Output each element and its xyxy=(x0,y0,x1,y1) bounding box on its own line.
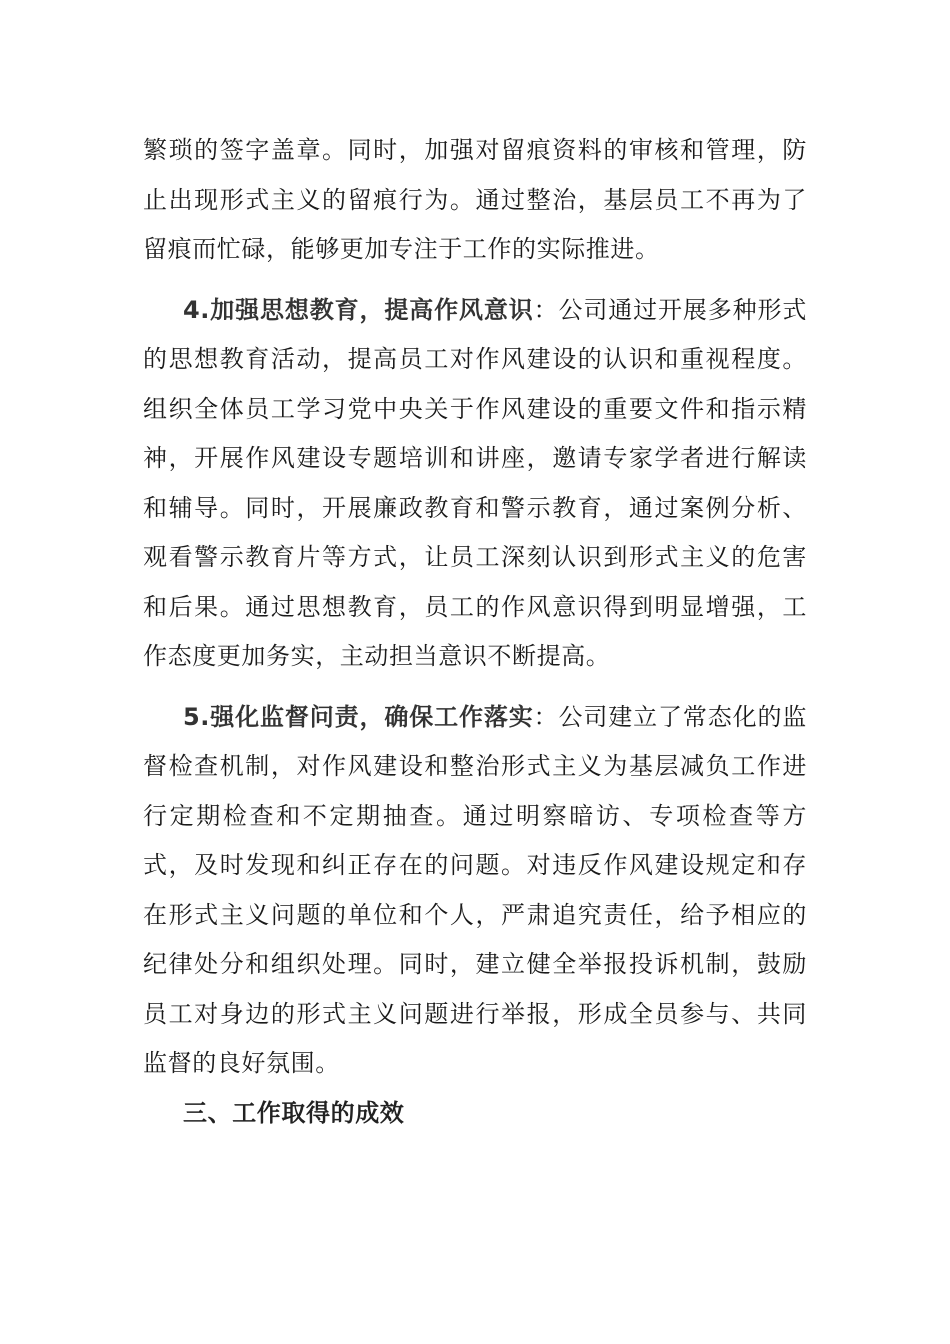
item-5-paragraph xyxy=(143,693,807,1089)
paragraph-continued xyxy=(143,126,807,275)
item-5-body: ：公司建立了常态化的监督检查机制，对作风建设和整治形式主义为基层减负工作进行定期检查和不定期抽查。通过明察暗访、专项检查等方式，及时发现和纠正存在的问题。对违反作风建设规定和存在形式主义问题的单位和个人，严肃追究责任，给予相应的纪律处分和组织处理。同时，建立健全举报投诉机制，鼓励员工对身边的形式主义问题进行举报，形成全员参与、共同监督的良好氛围。 xyxy=(143,702,807,1077)
document-body xyxy=(143,126,807,1138)
item-4-lead: 4.加强思想教育，提高作风意识 xyxy=(183,295,534,324)
item-4-body: ：公司通过开展多种形式的思想教育活动，提高员工对作风建设的认识和重视程度。组织全体员工学习党中央关于作风建设的重要文件和指示精神，开展作风建设专题培训和讲座，邀请专家学者进行解读和辅导。同时，开展廉政教育和警示教育，通过案例分析、观看警示教育片等方式，让员工深刻认识到形式主义的危害和后果。通过思想教育，员工的作风意识得到明显增强，工作态度更加务实，主动担当意识不断提高。 xyxy=(143,295,807,670)
item-5-lead: 5.强化监督问责，确保工作落实 xyxy=(183,702,534,731)
paragraph-continued-text: 繁琐的签字盖章。同时，加强对留痕资料的审核和管理，防止出现形式主义的留痕行为。通过整治，基层员工不再为了留痕而忙碌，能够更加专注于工作的实际推进。 xyxy=(143,136,807,263)
section-heading: 三、工作取得的成效 xyxy=(183,1098,405,1127)
item-4-paragraph xyxy=(143,286,807,682)
